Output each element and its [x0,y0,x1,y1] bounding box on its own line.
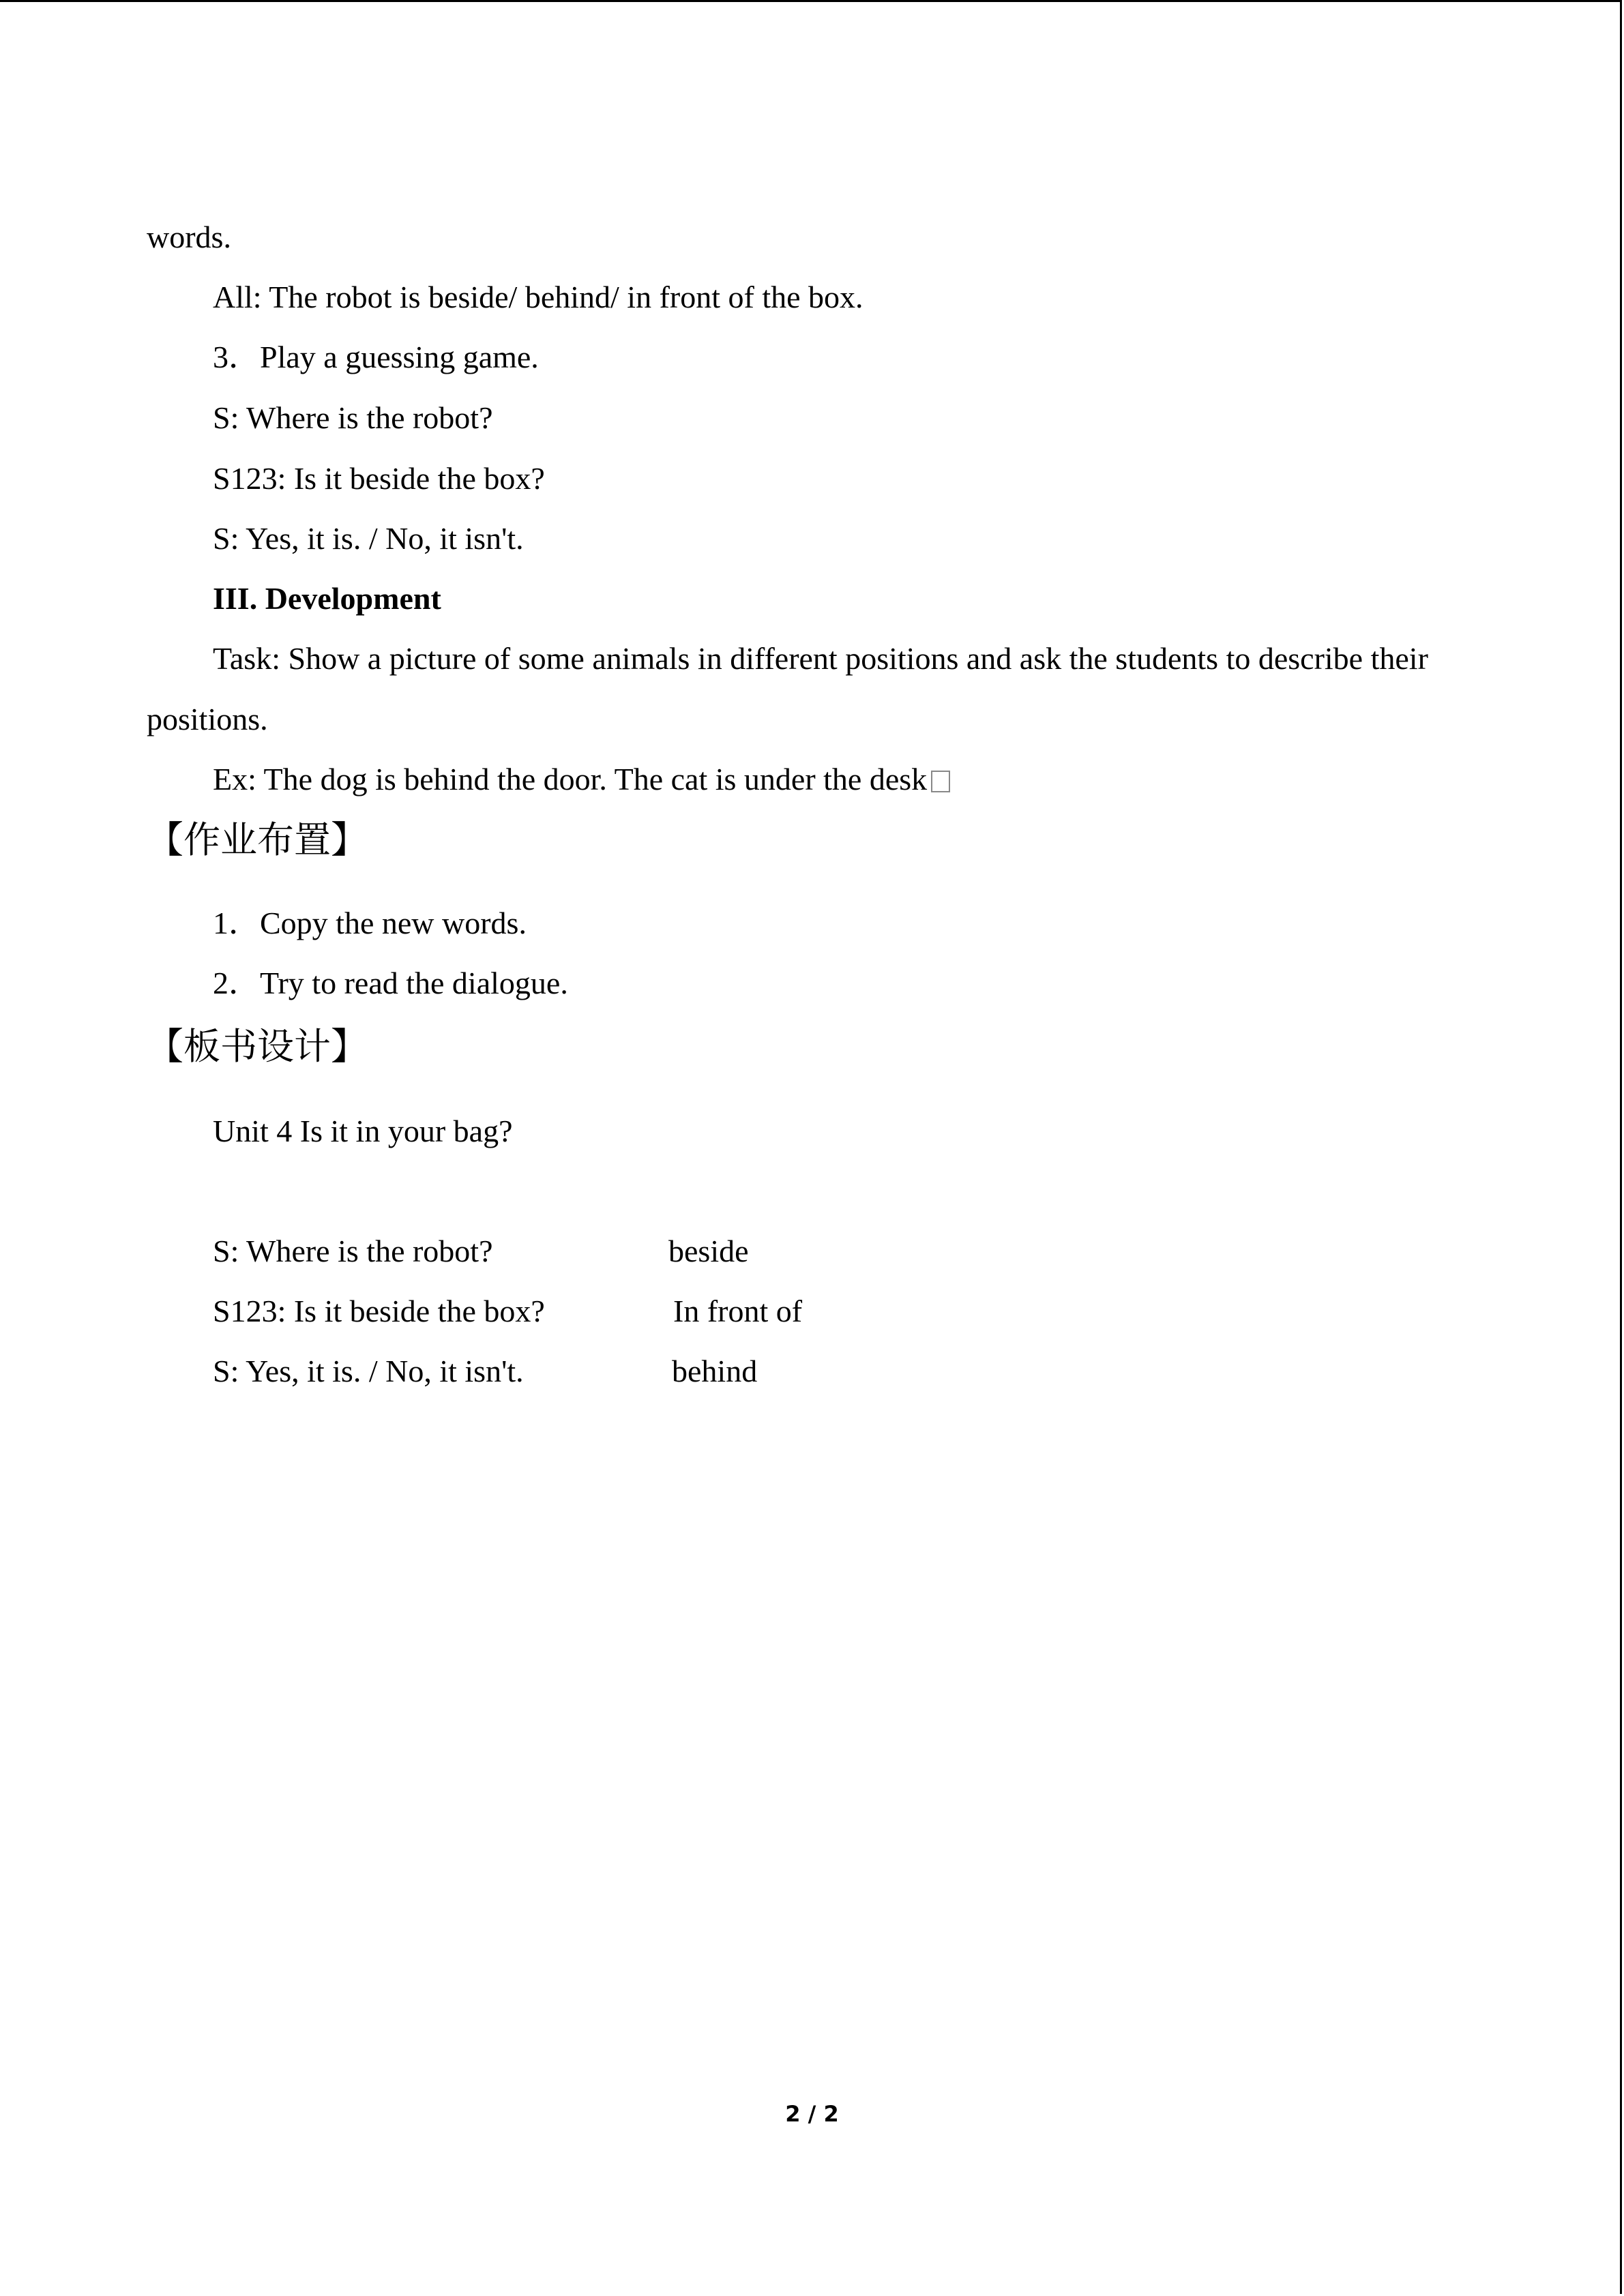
page-number: 2 / 2 [785,2101,839,2127]
board-row-left: S: Yes, it is. / No, it isn't. [213,1354,524,1388]
homework-item: 2．Try to read the dialogue. [213,966,568,1000]
homework-heading: 【作业布置】 [147,818,368,861]
board-row-left: S123: Is it beside the box? [213,1294,545,1328]
text-line: positions. [147,702,268,736]
section-heading-development: III. Development [213,581,441,616]
board-row-right: beside [668,1234,749,1268]
missing-glyph-box-icon [931,771,950,792]
text-line: All: The robot is beside/ behind/ in front of the box. [213,280,863,314]
text-line-example [213,760,950,799]
text-line: S123: Is it beside the box? [213,461,545,496]
board-row-right: In front of [673,1294,803,1328]
example-text: Ex: The dog is behind the door. The cat is under the desk [213,762,928,796]
text-line: S: Yes, it is. / No, it isn't. [213,521,524,556]
homework-item: 1．Copy the new words. [213,906,527,940]
text-line: 3．Play a guessing game. [213,340,539,374]
board-title: Unit 4 Is it in your bag? [213,1114,513,1148]
board-design-heading: 【板书设计】 [147,1025,368,1068]
board-row-left: S: Where is the robot? [213,1234,493,1268]
text-line: S: Where is the robot? [213,400,493,435]
text-line: Task: Show a picture of some animals in different positions and ask the students to describe their [213,641,1428,676]
text-line: words. [147,220,231,254]
board-row-right: behind [672,1354,758,1388]
